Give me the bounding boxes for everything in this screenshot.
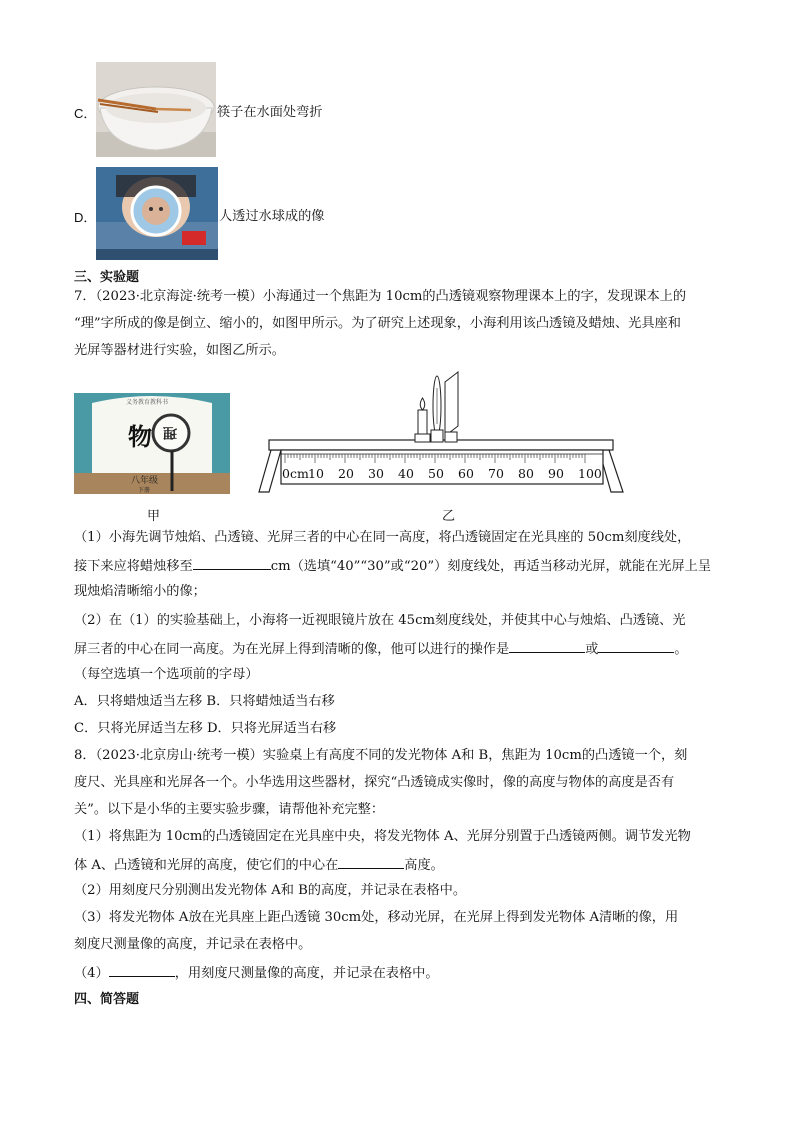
q7-options-ab: A．只将蜡烛适当左移 B．只将蜡烛适当右移 <box>74 694 335 709</box>
q8-step-3-line-2: 刻度尺测量像的高度，并记录在表格中。 <box>74 937 312 952</box>
q7-p2-period: 。 <box>674 642 688 657</box>
section-heading-short-answer: 四、简答题 <box>74 992 140 1007</box>
scale-label-50: 50 <box>428 466 444 481</box>
cover-big-character: 物 <box>128 422 152 451</box>
q8-step-3-line-1: （3）将发光物体 A放在光具座上距凸透镜 30cm处，移动光屏，在光屏上得到发光物体 A清晰的像，用 <box>74 910 679 925</box>
q8-line-3: 关”。以下是小华的主要实验步骤，请帮他补充完整： <box>74 802 385 817</box>
bowl-icon <box>96 62 216 157</box>
q7-p2-line-3: （每空选填一个选项前的字母） <box>74 667 259 682</box>
q7-p2-line-2 <box>74 639 688 659</box>
q8-line-2: 度尺、光具座和光屏各一个。小华选用这些器材，探究“凸透镜成实像时，像的高度与物体的高度是否有 <box>74 775 675 790</box>
answer-blank-center-height[interactable] <box>338 855 404 869</box>
q8-line-1: 8．（2023·北京房山·统考一模）实验桌上有高度不同的发光物体 A和 B，焦距为 10cm的凸透镜一个，刻 <box>74 748 688 763</box>
q7-p1-text-before-blank: 接下来应将蜡烛移至 <box>74 559 193 574</box>
figure-yi-optical-bench <box>255 368 627 498</box>
cover-grade: 八年级 <box>131 476 159 486</box>
figure-yi-caption: 乙 <box>442 509 456 524</box>
q7-p2-or: 或 <box>585 642 599 657</box>
scale-label-60: 60 <box>458 466 474 481</box>
scale-label-100: 100 <box>578 466 602 481</box>
cover-header-text: 义务教育教科书 <box>126 399 169 406</box>
q7-p1-line-2 <box>74 556 711 576</box>
option-c-letter: C． <box>74 106 97 121</box>
q7-p2-text-before-blank: 屏三者的中心在同一高度。为在光屏上得到清晰的像，他可以进行的操作是 <box>74 642 510 657</box>
bowl-chopsticks-photo <box>96 62 216 157</box>
scale-label-80: 80 <box>518 466 534 481</box>
water-ball-astronaut-photo <box>96 167 218 260</box>
option-d-text: 人透过水球成的像 <box>219 209 325 224</box>
answer-blank-candle-position[interactable] <box>193 556 271 570</box>
lens-inverted-character: 理 <box>163 424 177 440</box>
scale-label-30: 30 <box>368 466 384 481</box>
q8-s4-text-after-blank: ，用刻度尺测量像的高度，并记录在表格中。 <box>174 966 439 981</box>
q7-line-3: 光屏等器材进行实验，如图乙所示。 <box>74 343 285 358</box>
q7-p2-line-1: （2）在（1）的实验基础上，小海将一近视眼镜片放在 45cm刻度线处，并使其中心与烛焰、凸透镜、光 <box>74 613 686 628</box>
q7-options-cd: C．只将光屏适当左移 D．只将光屏适当右移 <box>74 721 337 736</box>
scale-label-20: 20 <box>338 466 354 481</box>
scale-label-70: 70 <box>488 466 504 481</box>
q8-step-1-line-2 <box>74 855 444 875</box>
q7-line-1: 7．（2023·北京海淀·统考一模）小海通过一个焦距为 10cm的凸透镜观察物理课本上的字，发现课本上的 <box>74 289 687 304</box>
q7-p1-line-1: （1）小海先调节烛焰、凸透镜、光屏三者的中心在同一高度，将凸透镜固定在光具座的 50cm刻度线处， <box>74 530 691 545</box>
q8-s1-text-before-blank: 体 A、凸透镜和光屏的高度，使它们的中心在 <box>74 858 339 873</box>
scale-label-0: 0cm <box>282 466 309 481</box>
q7-line-2: “理”字所成的像是倒立、缩小的，如图甲所示。为了研究上述现象，小海利用该凸透镜及蜡烛、光具座和 <box>74 316 681 331</box>
q8-step-2: （2）用刻度尺分别测出发光物体 A和 B的高度，并记录在表格中。 <box>74 883 467 898</box>
cover-volume: 下册 <box>138 487 151 494</box>
answer-blank-step-4[interactable] <box>109 963 175 977</box>
q8-step-4 <box>74 963 439 983</box>
section-heading-experiment: 三、实验题 <box>74 270 140 285</box>
q8-step-1-line-1: （1）将焦距为 10cm的凸透镜固定在光具座中央，将发光物体 A、光屏分别置于凸透镜两侧。调节发光物 <box>74 829 691 844</box>
q7-p1-text-after-blank: cm（选填“40”“30”或“20”）刻度线处，再适当移动光屏，就能在光屏上呈 <box>270 559 712 574</box>
answer-blank-operation-2[interactable] <box>598 639 674 653</box>
q8-s1-text-after-blank: 高度。 <box>404 858 444 873</box>
scale-label-90: 90 <box>548 466 564 481</box>
q7-p1-line-3: 现烛焰清晰缩小的像； <box>74 584 206 599</box>
option-d-letter: D． <box>74 210 97 225</box>
option-c-text: 筷子在水面处弯折 <box>217 105 323 120</box>
answer-blank-operation-1[interactable] <box>509 639 585 653</box>
scale-label-10: 10 <box>308 466 324 481</box>
figure-jia-caption: 甲 <box>147 509 161 524</box>
figure-jia-textbook-cover <box>74 393 230 494</box>
water-ball-icon <box>96 167 218 260</box>
scale-label-40: 40 <box>398 466 414 481</box>
q8-s4-prefix: （4） <box>74 966 109 981</box>
